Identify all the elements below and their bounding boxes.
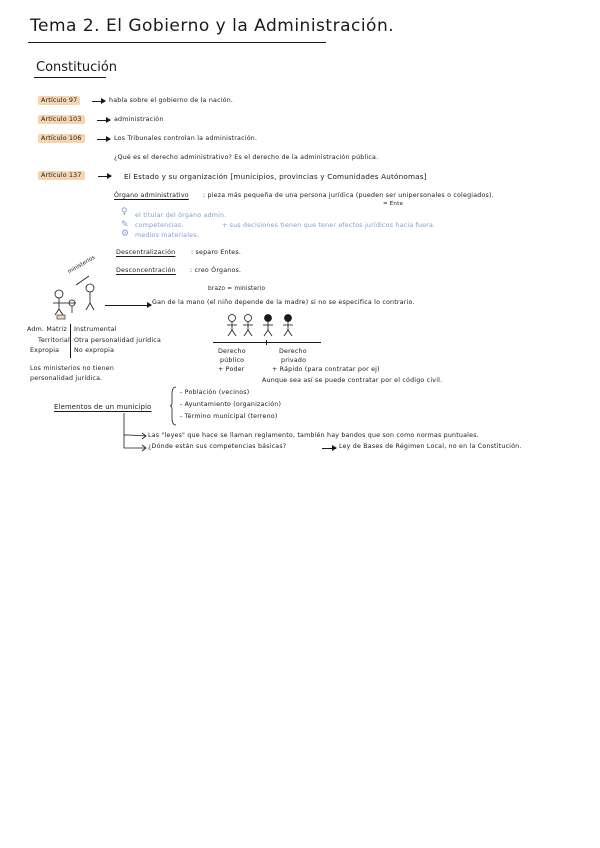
arrow-icon	[105, 305, 151, 306]
article-label: Artículo 103	[38, 115, 85, 124]
territorial-label: Territorial	[38, 337, 70, 344]
tools-icon: ⚙	[121, 229, 130, 239]
person-icon: ♀	[121, 207, 128, 217]
derecho-publico: + Poder	[218, 366, 245, 373]
adm-matriz-label: Adm. Matriz	[27, 326, 67, 333]
municipio-element: - Población (vecinos)	[180, 389, 250, 396]
municipio-element: - Ayuntamiento (organización)	[180, 401, 282, 408]
arrow-icon	[97, 139, 110, 140]
title-underline	[28, 42, 326, 43]
aunque-note: Aunque sea así se puede contratar por el código civil.	[262, 377, 443, 384]
column-divider	[70, 324, 71, 358]
section-heading: Constitución	[36, 60, 118, 75]
section-underline	[34, 77, 106, 78]
derecho-privado: Derecho	[279, 348, 307, 355]
organo-item: el titular del órgano admin.	[135, 212, 227, 219]
arrow-icon	[322, 448, 336, 449]
figures-tick	[266, 340, 267, 345]
brazo-label: brazo = ministerio	[208, 286, 266, 292]
organo-term: Órgano administrativo	[114, 192, 189, 199]
arrow-icon	[98, 176, 111, 177]
organo-definition: : pieza más pequeña de una persona jurídica (pueden ser unipersonales o colegiados).	[203, 192, 494, 199]
derecho-publico: Derecho	[218, 348, 246, 355]
organo-item-note: + sus decisiones tienen que tener efectos jurídicos hacia fuera.	[222, 222, 436, 229]
organo-item: medios materiales.	[135, 232, 199, 239]
pencil-icon: ✎	[121, 220, 129, 230]
article-text: administración	[114, 116, 164, 123]
descentralizacion-term: Descentralización	[116, 249, 176, 256]
article-text: El Estado y su organización [municipios, provincias y Comunidades Autónomas]	[124, 172, 427, 181]
arrow-icon	[97, 120, 110, 121]
ministerios-note: personalidad jurídica.	[30, 375, 103, 382]
otra-personalidad-label: Otra personalidad jurídica	[74, 337, 162, 344]
desconcentracion-term: Desconcentración	[116, 267, 176, 274]
page-title: Tema 2. El Gobierno y la Administración.	[30, 16, 395, 36]
leyes-note: Las "leyes" que hace se llaman reglamento, también hay bandos que son como normas puntuales.	[148, 432, 479, 439]
arrow-icon	[92, 101, 105, 102]
derecho-privado: privado	[281, 357, 307, 364]
question-derecho: ¿Qué es el derecho administrativo? Es el derecho de la administración pública.	[114, 154, 379, 161]
article-text: habla sobre el gobierno de la nación.	[109, 97, 234, 104]
municipio-element: - Término municipal (terreno)	[180, 413, 278, 420]
derecho-publico: público	[220, 357, 245, 364]
ministerios-label: ministerios	[67, 254, 97, 276]
competencias-question: ¿Dónde están sus competencias básicas?	[148, 443, 287, 450]
article-label: Artículo 137	[38, 171, 85, 180]
instrumental-label: Instrumental	[74, 326, 117, 333]
article-label: Artículo 97	[38, 96, 80, 105]
desconcentracion-text: : creo Órganos.	[190, 267, 242, 274]
article-label: Artículo 106	[38, 134, 85, 143]
municipio-term: Elementos de un municipio	[54, 403, 152, 411]
diagram-arrow-text: Gan de la mano (el niño depende de la madre) si no se especifica lo contrario.	[152, 299, 415, 306]
ente-note: = Ente	[383, 201, 404, 207]
bracket-icon	[170, 386, 178, 426]
descentralizacion-text: : separo Entes.	[191, 249, 242, 256]
branch-arrow-icon	[118, 413, 150, 453]
no-expropia-label: No expropia	[74, 347, 115, 354]
expropia-label: Expropia	[30, 347, 60, 354]
derecho-privado: + Rápido (para contratar por ej)	[272, 366, 380, 373]
article-text: Los Tribunales controlan la administración.	[114, 135, 258, 142]
organo-item: competencias.	[135, 222, 184, 229]
ministerios-note: Los ministerios no tienen	[30, 365, 115, 372]
figures-baseline	[213, 342, 321, 343]
competencias-answer: Ley de Bases de Régimen Local, no en la Constitución.	[339, 443, 522, 450]
stick-figures-icon	[224, 312, 300, 342]
